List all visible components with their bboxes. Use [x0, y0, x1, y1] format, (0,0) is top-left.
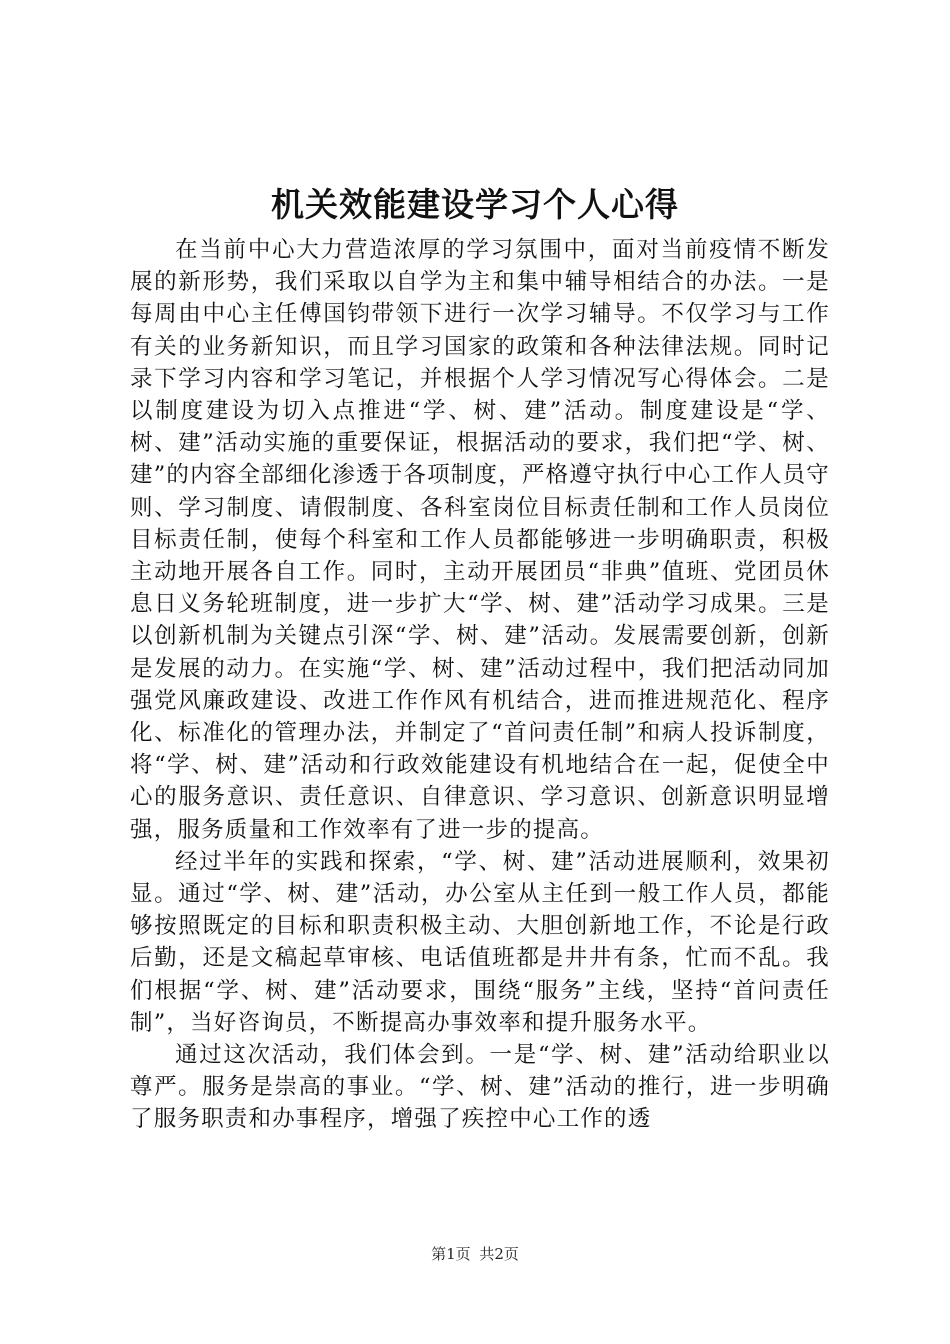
paragraph-3: 通过这次活动，我们体会到。一是“学、树、建”活动给职业以尊严。服务是崇高的事业。“学、树、建”活动的推行，进一步明确了服务职责和办事程序，增强了疾控中心工作的透: [130, 1042, 830, 1133]
paragraph-2: 经过半年的实践和探索，“学、树、建”活动进展顺利，效果初显。通过“学、树、建”活动，办公室从主任到一般工作人员，都能够按照既定的目标和职责积极主动、大胆创新地工作，不论是行政后勤，还是文稿起草审核、电话值班都是井井有条，忙而不乱。我们根据“学、树、建”活动要求，围绕“服务”主线，坚持“首问责任制”，当好咨询员，不断提高办事效率和提升服务水平。: [130, 848, 830, 1036]
paragraph-1: 在当前中心大力营造浓厚的学习氛围中，面对当前疫情不断发展的新形势，我们采取以自学为主和集中辅导相结合的办法。一是每周由中心主任傅国钧带领下进行一次学习辅导。不仅学习与工作有关的业务新知识，而且学习国家的政策和各种法律法规。同时记录下学习内容和学习笔记，并根据个人学习情况写心得体会。二是以制度建设为切入点推进“学、树、建”活动。制度建设是“学、树、建”活动实施的重要保证，根据活动的要求，我们把“学、树、建”的内容全部细化渗透于各项制度，严格遵守执行中心工作人员守则、学习制度、请假制度、各科室岗位目标责任制和工作人员岗位目标责任制，使每个科室和工作人员都能够进一步明确职责，积极主动地开展各自工作。同时，主动开展团员“非典”值班、党团员休息日义务轮班制度，进一步扩大“学、树、建”活动学习成果。三是以创新机制为关键点引深“学、树、建”活动。发展需要创新，创新是发展的动力。在实施“学、树、建”活动过程中，我们把活动同加强党风廉政建设、改进工作作风有机结合，进而推进规范化、程序化、标准化的管理办法，并制定了“首问责任制”和病人投诉制度，将“学、树、建”活动和行政效能建设有机地结合在一起，促使全中心的服务意识、责任意识、自律意识、学习意识、创新意识明显增强，服务质量和工作效率有了进一步的提高。: [130, 237, 831, 843]
page-footer: [0, 1244, 950, 1264]
page-number: 第1页: [431, 1245, 471, 1263]
document-title: 机关效能建设学习个人心得: [271, 185, 679, 224]
document-body: [130, 234, 830, 1136]
page-total: 共2页: [479, 1245, 519, 1263]
